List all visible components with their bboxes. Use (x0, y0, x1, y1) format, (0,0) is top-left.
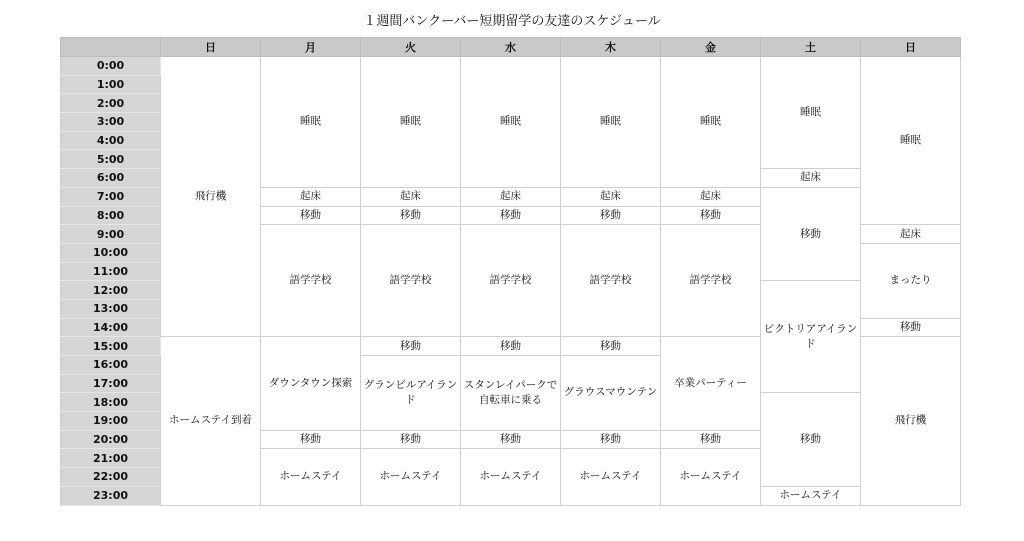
time-label: 11:00 (61, 262, 161, 281)
time-label: 7:00 (61, 187, 161, 206)
event-move: 移動 (361, 337, 461, 356)
event-relax: まったり (861, 243, 961, 318)
schedule-table (60, 37, 961, 506)
event-language-school: 語学学校 (661, 225, 761, 337)
day-header-sun-2: 日 (861, 38, 961, 57)
event-sleep: 睡眠 (861, 57, 961, 225)
event-homestay: ホームステイ (261, 449, 361, 505)
event-homestay: ホームステイ (661, 449, 761, 505)
time-label: 6:00 (61, 169, 161, 188)
event-sleep: 睡眠 (361, 57, 461, 188)
event-move: 移動 (561, 430, 661, 449)
page-title: １週間バンクーバー短期留学の友達のスケジュール (363, 14, 661, 29)
time-label: 23:00 (61, 486, 161, 505)
event-grouse-mountain: グラウスマウンテン (561, 356, 661, 431)
day-header-fri: 金 (661, 38, 761, 57)
event-granville-island: グランビルアイランド (361, 356, 461, 431)
time-label: 12:00 (61, 281, 161, 300)
time-label: 4:00 (61, 131, 161, 150)
event-wake: 起床 (861, 225, 961, 244)
event-move: 移動 (361, 206, 461, 225)
event-move: 移動 (261, 430, 361, 449)
event-flight: 飛行機 (161, 57, 261, 337)
event-move: 移動 (661, 206, 761, 225)
event-move: 移動 (761, 187, 861, 280)
time-label: 15:00 (61, 337, 161, 356)
event-move: 移動 (461, 337, 561, 356)
time-label: 8:00 (61, 206, 161, 225)
event-wake: 起床 (261, 187, 361, 206)
time-label: 10:00 (61, 243, 161, 262)
time-label: 17:00 (61, 374, 161, 393)
event-homestay-arrival: ホームステイ到着 (161, 337, 261, 505)
event-victoria-island: ビクトリアアイランド (761, 281, 861, 393)
corner-cell (61, 38, 161, 57)
time-label: 14:00 (61, 318, 161, 337)
event-move: 移動 (461, 430, 561, 449)
event-sleep: 睡眠 (661, 57, 761, 188)
event-homestay: ホームステイ (561, 449, 661, 505)
event-wake: 起床 (361, 187, 461, 206)
time-label: 13:00 (61, 299, 161, 318)
event-language-school: 語学学校 (461, 225, 561, 337)
day-header-mon: 月 (261, 38, 361, 57)
event-graduation-party: 卒業パーティー (661, 337, 761, 430)
event-flight: 飛行機 (861, 337, 961, 505)
time-label: 16:00 (61, 356, 161, 375)
event-wake: 起床 (461, 187, 561, 206)
event-move: 移動 (261, 206, 361, 225)
event-move: 移動 (761, 393, 861, 486)
header-row (61, 38, 961, 57)
event-move: 移動 (561, 337, 661, 356)
event-move: 移動 (361, 430, 461, 449)
day-header-sun: 日 (161, 38, 261, 57)
event-language-school: 語学学校 (561, 225, 661, 337)
event-wake: 起床 (661, 187, 761, 206)
time-label: 1:00 (61, 75, 161, 94)
event-move: 移動 (461, 206, 561, 225)
event-sleep: 睡眠 (761, 57, 861, 169)
event-language-school: 語学学校 (261, 225, 361, 337)
event-sleep: 睡眠 (261, 57, 361, 188)
time-label: 21:00 (61, 449, 161, 468)
time-row (61, 57, 961, 76)
day-header-wed: 水 (461, 38, 561, 57)
event-homestay: ホームステイ (461, 449, 561, 505)
event-move: 移動 (561, 206, 661, 225)
event-move: 移動 (861, 318, 961, 337)
event-wake: 起床 (561, 187, 661, 206)
time-label: 3:00 (61, 113, 161, 132)
event-wake: 起床 (761, 169, 861, 188)
time-label: 19:00 (61, 412, 161, 431)
time-label: 18:00 (61, 393, 161, 412)
time-label: 2:00 (61, 94, 161, 113)
time-label: 22:00 (61, 468, 161, 487)
time-label: 20:00 (61, 430, 161, 449)
event-downtown-explore: ダウンタウン探索 (261, 337, 361, 430)
time-label: 0:00 (61, 57, 161, 76)
day-header-tue: 火 (361, 38, 461, 57)
event-sleep: 睡眠 (461, 57, 561, 188)
event-language-school: 語学学校 (361, 225, 461, 337)
time-label: 9:00 (61, 225, 161, 244)
event-stanley-park-cycling: スタンレイパークで自転車に乗る (461, 356, 561, 431)
event-sleep: 睡眠 (561, 57, 661, 188)
day-header-thu: 木 (561, 38, 661, 57)
time-label: 5:00 (61, 150, 161, 169)
event-move: 移動 (661, 430, 761, 449)
event-homestay: ホームステイ (761, 486, 861, 505)
event-homestay: ホームステイ (361, 449, 461, 505)
day-header-sat: 土 (761, 38, 861, 57)
